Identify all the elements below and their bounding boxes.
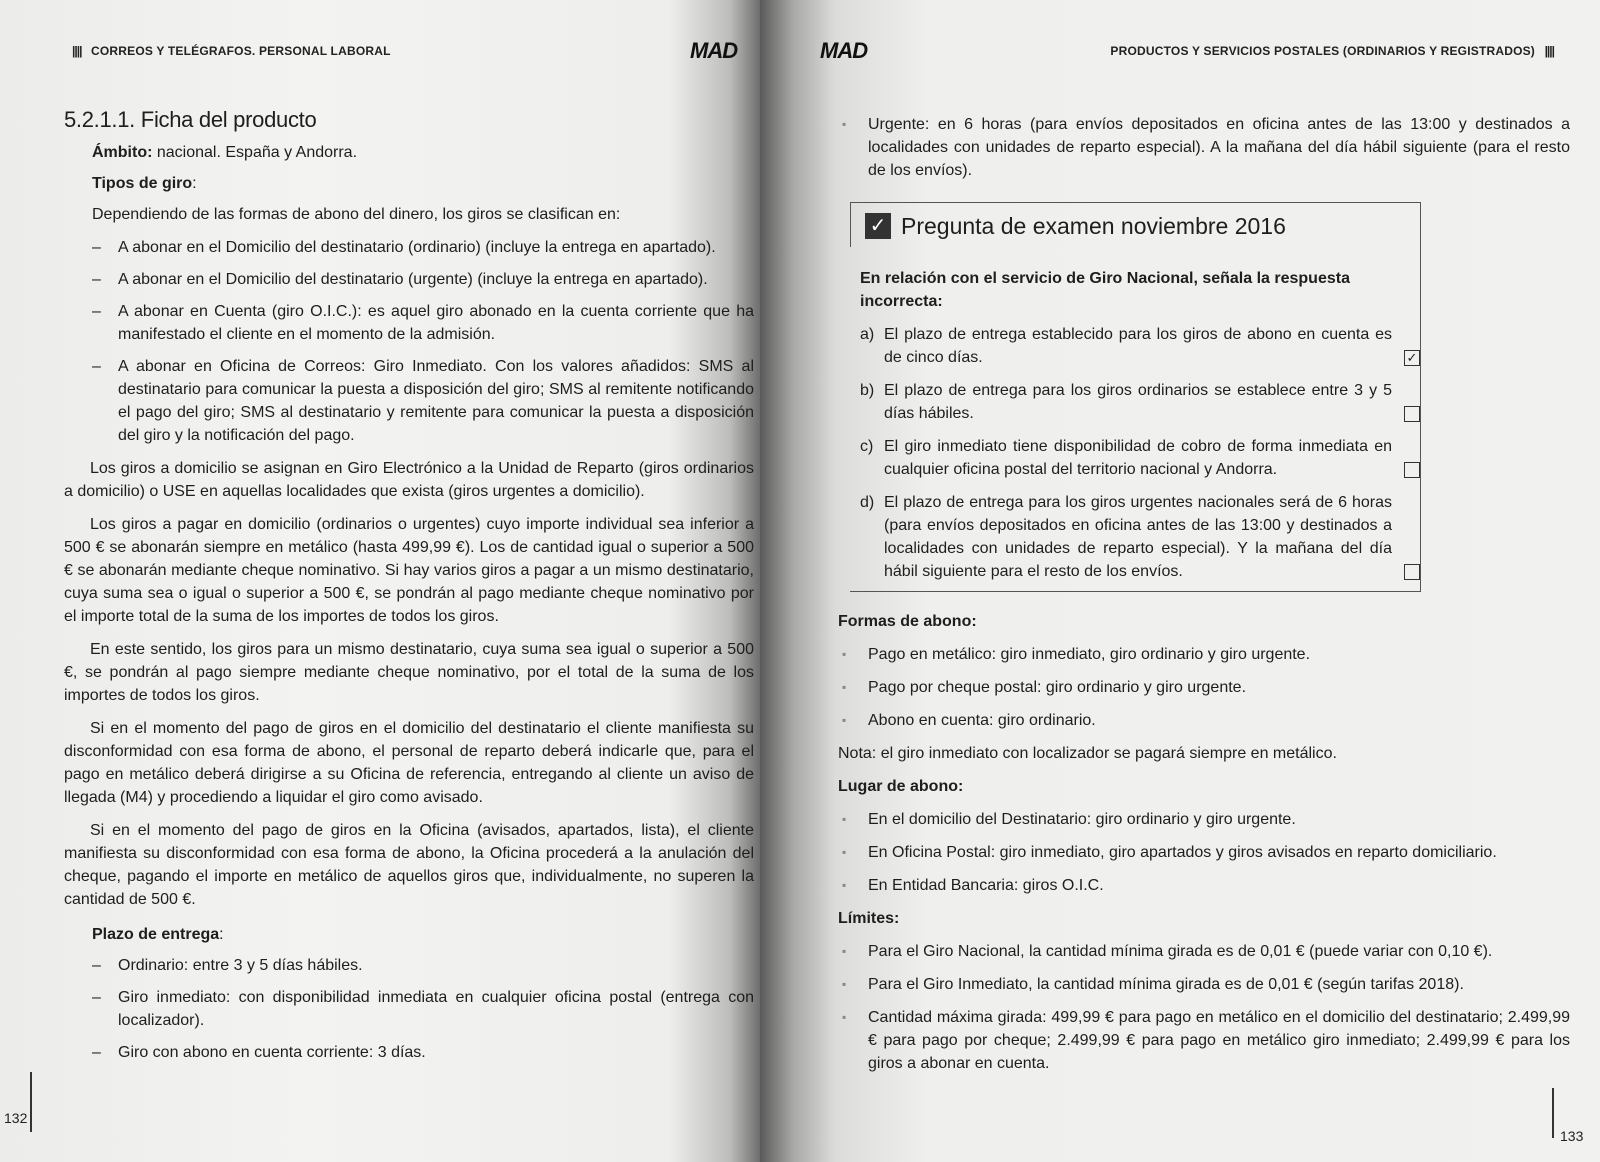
paragraph: En este sentido, los giros para un mismo destinatario, cuya suma sea igual o superior a 500 €, se pondrán al pago siempre mediante cheque nominativo, por el total de la suma de los importes de todos los giros. — [64, 641, 754, 704]
list-item: – Giro con abono en cuenta corriente: 3 días. — [92, 1041, 754, 1064]
paragraph: Si en el momento del pago de giros en el domicilio del destinatario el cliente manifiesta su disconformidad con esa forma de abono, el personal de reparto deberá indicarle que, para el pago en metálico deberá dirigirse a su Oficina de referencia, entregando al cliente un aviso de llegada (M4) y procediendo a liquidar el giro como avisado. — [64, 720, 754, 806]
list-item: ▪ Urgente: en 6 horas (para envíos depositados en oficina antes de las 13:00 y destinados a localidades con unidades de reparto especial). A la mañana del día hábil siguiente (para el resto de los envíos). — [838, 113, 1570, 182]
tipos-intro: Dependiendo de las formas de abono del dinero, los giros se clasifican en: — [92, 206, 621, 223]
list-item: – A abonar en el Domicilio del destinatario (ordinario) (incluye la entrega en apartado). — [92, 236, 754, 259]
paragraph: Los giros a domicilio se asignan en Giro Electrónico a la Unidad de Reparto (giros ordinarios a domicilio) o USE en aquellas localidades que exista (giros urgentes a domicilio). — [64, 460, 754, 500]
exam-question: En relación con el servicio de Giro Nacional, señala la respuesta incorrecta: — [860, 270, 1350, 310]
right-page — [760, 0, 1600, 1162]
list-item: – Giro inmediato: con disponibilidad inmediata en cualquier oficina postal (entrega con localizador). — [92, 986, 754, 1032]
plazo-label: Plazo de entrega — [92, 926, 220, 943]
option-text: El plazo de entrega para los giros urgentes nacionales será de 6 horas (para envíos depositados en oficina antes de las 13:00 y destinados a localidades con unidades de reparto especial). Y la mañana del día hábil siguiente para el resto de los envíos. — [884, 494, 1392, 580]
ambito-text: nacional. España y Andorra. — [152, 144, 358, 161]
list-item: ▪ Para el Giro Inmediato, la cantidad mínima girada es de 0,01 € (según tarifas 2018). — [838, 973, 1570, 996]
exam-option — [860, 435, 1420, 481]
limites-list — [838, 940, 1570, 1075]
page-number-rule — [1552, 1088, 1554, 1138]
list-item: ▪ Pago en metálico: giro inmediato, giro ordinario y giro urgente. — [838, 643, 1570, 666]
plazo-colon: : — [219, 926, 224, 943]
list-item: – A abonar en el Domicilio del destinatario (urgente) (incluye la entrega en apartado). — [92, 268, 754, 291]
plazo-line — [92, 923, 754, 946]
tipos-list — [92, 236, 754, 447]
paragraph: Si en el momento del pago de giros en la Oficina (avisados, apartados, lista), el cliente manifiesta su disconformidad con esa forma de abono, la Oficina procederá a la anulación del cheque, pagando el importe en metálico de aquellos giros que, individualmente, no superen la cantidad de 500 €. — [64, 822, 754, 908]
nota-line — [838, 742, 1570, 765]
right-running-head — [1110, 44, 1560, 58]
paragraph: Los giros a pagar en domicilio (ordinarios o urgentes) cuyo importe individual sea inferior a 500 € se abonarán siempre en metálico (hasta 499,99 €). Los de cantidad igual o superior a 500 € se abonarán mediante cheque nominativo. Si hay varios giros a pagar a un mismo destinatario, cuya suma sea o igual o superior a 500 €, se pondrán al pago mediante cheque nominativo por el importe total de la suma de los importes de todos los giros. — [64, 516, 754, 625]
left-header-title: CORREOS Y TELÉGRAFOS. PERSONAL LABORAL — [90, 44, 391, 58]
list-item: ▪ En Entidad Bancaria: giros O.I.C. — [838, 874, 1570, 897]
formas-heading: Formas de abono: — [838, 613, 977, 630]
mad-logo: MAD — [820, 38, 868, 63]
page-number: 133 — [1560, 1128, 1584, 1144]
option-letter: c) — [860, 438, 874, 455]
plazo-list — [92, 954, 754, 1064]
right-header-title: PRODUCTOS Y SERVICIOS POSTALES (ORDINARIOS Y REGISTRADOS) — [1110, 44, 1536, 58]
lugar-heading: Lugar de abono: — [838, 778, 964, 795]
list-item: ▪ En el domicilio del Destinatario: giro ordinario y giro urgente. — [838, 808, 1570, 831]
formas-list — [838, 643, 1570, 732]
list-item: ▪ Abono en cuenta: giro ordinario. — [838, 709, 1570, 732]
list-item: – A abonar en Cuenta (giro O.I.C.): es aquel giro abonado en la cuenta corriente que ha manifestado el cliente en el momento de la admisión. — [92, 300, 754, 346]
list-item: ▪ Para el Giro Nacional, la cantidad mínima girada es de 0,01 € (puede variar con 0,10 €). — [838, 940, 1570, 963]
tipos-line — [92, 172, 754, 195]
section-title: 5.2.1.1. Ficha del producto — [64, 107, 317, 132]
option-letter: b) — [860, 382, 875, 399]
list-item: – Ordinario: entre 3 y 5 días hábiles. — [92, 954, 754, 977]
exam-title: Pregunta de examen noviembre 2016 — [901, 212, 1286, 239]
checkbox-icon — [1404, 462, 1420, 478]
right-body — [838, 113, 1570, 1085]
exam-option — [860, 491, 1420, 583]
checkmark-icon: ✓ — [865, 213, 891, 239]
option-text: El plazo de entrega establecido para los giros de abono en cuenta es de cinco días. — [884, 326, 1392, 366]
ambito-label: Ámbito: — [92, 144, 153, 161]
list-item: ▪ Pago por cheque postal: giro ordinario y giro urgente. — [838, 676, 1570, 699]
left-page — [0, 0, 760, 1162]
nota-label: Nota: — [838, 745, 877, 762]
tipos-label: Tipos de giro — [92, 175, 193, 192]
page-number-rule — [30, 1072, 32, 1132]
checkbox-checked-icon: ✓ — [1404, 350, 1420, 366]
checkbox-icon — [1404, 564, 1420, 580]
option-letter: a) — [860, 326, 875, 343]
mad-logo: MAD — [690, 38, 738, 63]
option-text: El plazo de entrega para los giros ordinarios se establece entre 3 y 5 días hábiles. — [884, 382, 1392, 422]
nota-text: el giro inmediato con localizador se pagará siempre en metálico. — [876, 745, 1337, 762]
list-item: ▪ En Oficina Postal: giro inmediato, giro apartados y giros avisados en reparto domiciliario. — [838, 841, 1570, 864]
exam-question-box — [850, 202, 1421, 592]
option-text: El giro inmediato tiene disponibilidad de cobro de forma inmediata en cualquier oficina postal del territorio nacional y Andorra. — [884, 438, 1392, 478]
exam-header — [850, 203, 1420, 247]
exam-option — [860, 379, 1420, 425]
bars-ornament: |||| — [72, 44, 82, 58]
option-letter: d) — [860, 494, 875, 511]
left-running-head — [66, 44, 391, 58]
urgente-list — [838, 113, 1570, 182]
page-number: 132 — [4, 1110, 28, 1126]
tipos-colon: : — [192, 175, 197, 192]
checkbox-icon — [1404, 406, 1420, 422]
exam-option — [860, 323, 1420, 369]
lugar-list — [838, 808, 1570, 897]
bars-ornament: |||| — [1544, 44, 1554, 58]
list-item: ▪ Cantidad máxima girada: 499,99 € para pago en metálico en el domicilio del destinatario; 2.499,99 € para pago por cheque; 2.499,99 € para pago en metálico giro inmediato; 2.499,99 € para los giros a abonar en cuenta. — [838, 1006, 1570, 1075]
limites-heading: Límites: — [838, 910, 900, 927]
left-body — [64, 108, 754, 1074]
ambito-line — [92, 141, 754, 164]
list-item: – A abonar en Oficina de Correos: Giro Inmediato. Con los valores añadidos: SMS al destinatario para comunicar la puesta a disposición del giro; SMS al remitente notificando el pago del giro; SMS al destinatario y remitente para comunicar la puesta a disposición del giro y la notificación del pago. — [92, 355, 754, 447]
